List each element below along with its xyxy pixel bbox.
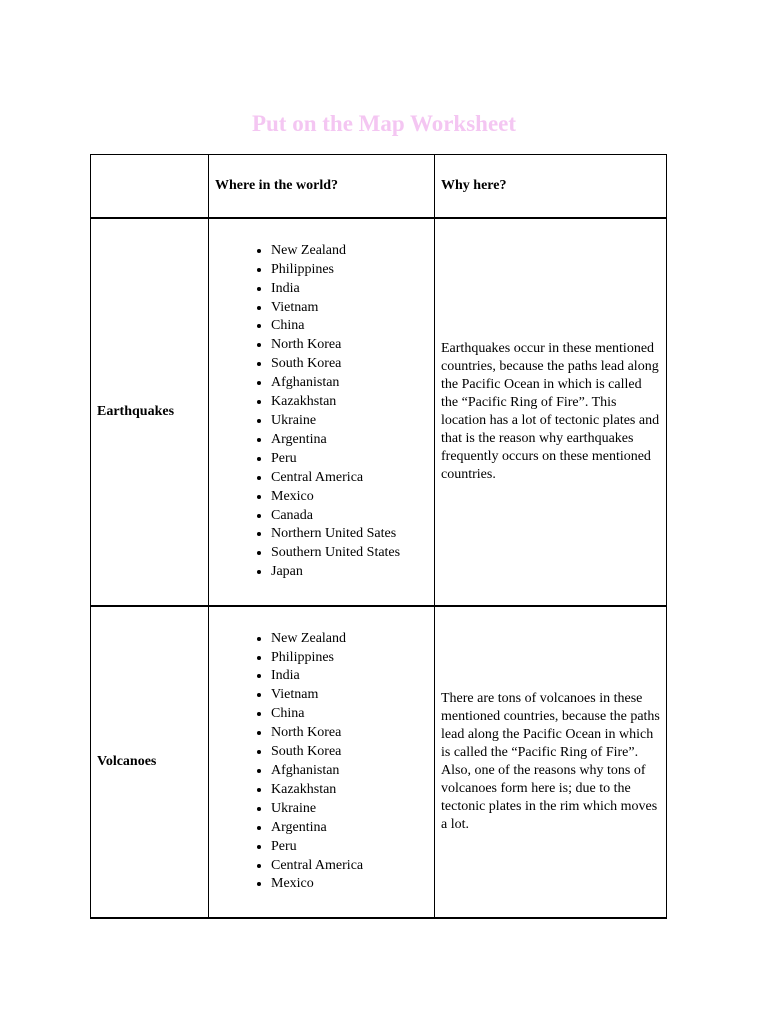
list-item: • Northern United Sates (271, 525, 428, 544)
list-item: • Ukraine (271, 800, 428, 819)
list-item: • Philippines (271, 649, 428, 668)
reason-text-earthquakes: Earthquakes occur in these mentioned countries, because the paths lead along the Pacific Ocean in which is called the “Pacific Ring of Fire”. This location has a lot of tectonic plates and that is the reason why earthquakes frequently occurs on these mentioned countries. (441, 341, 660, 482)
list-item: • Central America (271, 857, 428, 876)
reason-cell-volcanoes (435, 606, 667, 918)
list-item: • Afghanistan (271, 374, 428, 393)
list-item: • Philippines (271, 261, 428, 280)
list-item: • Kazakhstan (271, 781, 428, 800)
list-item: • Peru (271, 838, 428, 857)
list-item: • Vietnam (271, 686, 428, 705)
list-item: • South Korea (271, 743, 428, 762)
reason-cell-earthquakes (435, 218, 667, 606)
list-item: • Vietnam (271, 299, 428, 318)
list-item: • China (271, 705, 428, 724)
list-item: • New Zealand (271, 242, 428, 261)
row-label-volcanoes: Volcanoes (91, 606, 209, 918)
list-item: • India (271, 280, 428, 299)
list-item: • Central America (271, 469, 428, 488)
list-item: • India (271, 667, 428, 686)
country-list-volcanoes (215, 630, 428, 895)
worksheet-table (90, 154, 667, 919)
row-label-earthquakes: Earthquakes (91, 218, 209, 606)
table-row-earthquakes (91, 218, 667, 606)
list-item: • South Korea (271, 355, 428, 374)
list-item: • Kazakhstan (271, 393, 428, 412)
header-cell-where: Where in the world? (209, 155, 435, 219)
header-cell-blank (91, 155, 209, 219)
list-item: • Argentina (271, 431, 428, 450)
country-list-earthquakes (215, 242, 428, 582)
list-item: • Peru (271, 450, 428, 469)
list-item: • North Korea (271, 336, 428, 355)
list-item: • Argentina (271, 819, 428, 838)
page-title: Put on the Map Worksheet (251, 111, 517, 136)
list-item: • North Korea (271, 724, 428, 743)
list-item: • New Zealand (271, 630, 428, 649)
list-item: • Mexico (271, 488, 428, 507)
list-item: • Japan (271, 563, 428, 582)
reason-text-volcanoes: There are tons of volcanoes in these mentioned countries, because the paths lead along the Pacific Ocean in which is called the “Pacific Ring of Fire”. Also, one of the reasons why tons of volcanoes form here is; due to the tectonic plates in the rim which moves a lot. (441, 691, 660, 832)
list-item: • Mexico (271, 875, 428, 894)
list-item: • Afghanistan (271, 762, 428, 781)
list-item: • Ukraine (271, 412, 428, 431)
table-row-volcanoes (91, 606, 667, 918)
country-cell-volcanoes (209, 606, 435, 918)
list-item: • China (271, 317, 428, 336)
list-item: • Canada (271, 507, 428, 526)
country-cell-earthquakes (209, 218, 435, 606)
table-header-row (91, 155, 667, 219)
header-cell-why: Why here? (435, 155, 667, 219)
list-item: • Southern United States (271, 544, 428, 563)
